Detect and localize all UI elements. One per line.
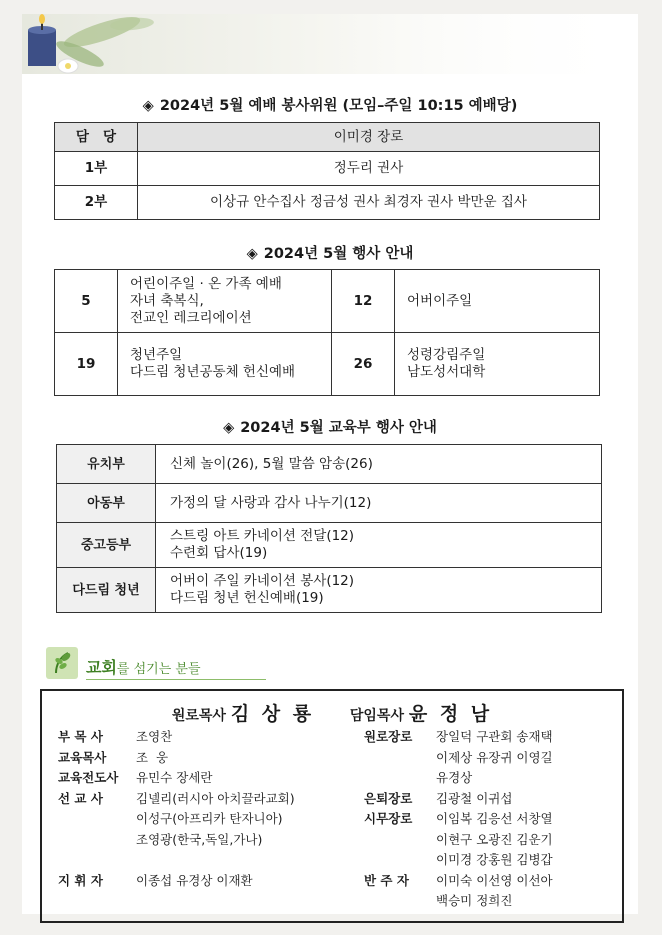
table-row bbox=[55, 333, 600, 396]
staff-row bbox=[58, 789, 295, 810]
diamond-bullet-icon: ◈ bbox=[142, 98, 154, 114]
staff-names: 이임복 김응선 서창열 bbox=[436, 811, 553, 826]
event-line: 어린이주일 · 온 가족 예배 bbox=[130, 275, 282, 292]
bulletin-page bbox=[22, 14, 638, 914]
table-row bbox=[55, 186, 600, 220]
tag-underline bbox=[86, 679, 266, 680]
dept-name: 아동부 bbox=[57, 484, 156, 523]
staff-role: 원로장로 bbox=[364, 729, 413, 744]
staff-role: 교육목사 bbox=[58, 749, 107, 765]
table-row bbox=[55, 270, 600, 333]
staff-row bbox=[364, 727, 553, 748]
dept-name: 유치부 bbox=[57, 445, 156, 484]
table-row bbox=[57, 445, 602, 484]
staff-names: 이미숙 이선영 이선아 bbox=[436, 872, 553, 888]
staff-names: 백승미 정희진 bbox=[436, 893, 513, 908]
staff-row bbox=[364, 789, 553, 810]
dept-events bbox=[156, 445, 602, 484]
pastor-name: 김 상 룡 bbox=[230, 703, 315, 725]
worship-volunteers-table bbox=[54, 122, 600, 220]
staff-names: 조영광(한국,독일,가나) bbox=[136, 831, 263, 847]
diamond-bullet-icon: ◈ bbox=[223, 420, 235, 436]
staff-row bbox=[58, 850, 295, 871]
staff-role: 반 주 자 bbox=[364, 872, 409, 888]
diamond-bullet-icon: ◈ bbox=[246, 246, 258, 262]
section-title-text: 2024년 5월 교육부 행사 안내 bbox=[240, 420, 437, 436]
staff-names: 조 웅 bbox=[136, 749, 169, 765]
staff-names: 유경상 bbox=[436, 770, 473, 785]
staff-names: 이성구(아프리카 탄자니아) bbox=[136, 811, 283, 826]
event-date: 12 bbox=[332, 270, 395, 333]
row-key: 담 당 bbox=[55, 123, 138, 152]
event-cell bbox=[395, 270, 600, 333]
candle-leaves-image bbox=[22, 14, 638, 86]
staff-row bbox=[364, 748, 553, 769]
event-date: 26 bbox=[332, 333, 395, 396]
event-line: 전교인 레크리에이션 bbox=[130, 309, 252, 326]
row-key: 2부 bbox=[55, 186, 138, 220]
staff-row bbox=[58, 871, 295, 892]
staff-row bbox=[58, 727, 295, 748]
row-value: 이미경 장로 bbox=[138, 123, 600, 152]
dept-event-line: 어버이 주일 카네이션 봉사(12) bbox=[170, 573, 355, 589]
staff-row bbox=[58, 809, 295, 830]
staff-names: 장일덕 구관회 송재택 bbox=[436, 729, 553, 744]
dept-name: 중고등부 bbox=[57, 523, 156, 568]
dept-event-line: 다드림 청년 헌신예배(19) bbox=[170, 590, 324, 606]
dept-events bbox=[156, 523, 602, 568]
dept-event-line: 스트링 아트 카네이션 전달(12) bbox=[170, 528, 355, 544]
staff-names: 유민수 장세란 bbox=[136, 770, 213, 785]
worship-volunteers-title bbox=[22, 94, 638, 115]
table-row bbox=[57, 568, 602, 613]
pastor-role: 담임목사 bbox=[349, 708, 404, 724]
staff-row bbox=[58, 830, 295, 851]
staff-row bbox=[58, 768, 295, 789]
staff-role: 교육전도사 bbox=[58, 770, 119, 785]
dept-events bbox=[156, 484, 602, 523]
dept-event-line: 가정의 달 사랑과 감사 나누기(12) bbox=[170, 494, 372, 511]
pastor-name: 윤 정 남 bbox=[408, 703, 493, 725]
staff-box bbox=[40, 689, 624, 923]
event-cell bbox=[395, 333, 600, 396]
staff-names: 이종섭 유경상 이재환 bbox=[136, 872, 253, 888]
tag-bold-text: 교회 bbox=[86, 658, 117, 677]
tag-rest-text: 를 섬기는 분들 bbox=[116, 662, 201, 677]
staff-row bbox=[364, 809, 553, 830]
staff-role: 선 교 사 bbox=[58, 790, 103, 806]
staff-role: 은퇴장로 bbox=[364, 790, 413, 806]
section-title-text: 2024년 5월 예배 봉사위원 (모임–주일 10:15 예배당) bbox=[159, 98, 518, 114]
events-title bbox=[22, 242, 638, 263]
section-title-text: 2024년 5월 행사 안내 bbox=[263, 246, 414, 262]
staff-row bbox=[364, 830, 553, 851]
dept-event-line: 수련회 답사(19) bbox=[170, 545, 268, 561]
header-decoration bbox=[22, 14, 638, 86]
event-cell bbox=[118, 333, 332, 396]
staff-names: 김광철 이귀섭 bbox=[436, 790, 513, 806]
staff-role: 지 휘 자 bbox=[58, 872, 103, 888]
event-line: 자녀 축복식, bbox=[130, 292, 204, 309]
staff-row bbox=[364, 850, 553, 871]
staff-role: 부 목 사 bbox=[58, 729, 103, 744]
education-events-table bbox=[56, 444, 602, 613]
staff-section-label bbox=[86, 655, 201, 678]
event-line: 다드림 청년공동체 헌신예배 bbox=[130, 364, 296, 380]
staff-row bbox=[364, 768, 553, 789]
table-row bbox=[57, 484, 602, 523]
table-row bbox=[55, 152, 600, 186]
pastors-line bbox=[42, 699, 622, 726]
dept-event-line: 신체 놀이(26), 5월 말씀 암송(26) bbox=[170, 455, 373, 472]
event-line: 남도성서대학 bbox=[407, 364, 486, 380]
dept-name: 다드림 청년 bbox=[57, 568, 156, 613]
table-row bbox=[57, 523, 602, 568]
staff-names: 이현구 오광진 김운기 bbox=[436, 831, 553, 847]
table-row bbox=[55, 123, 600, 152]
dept-events bbox=[156, 568, 602, 613]
events-table bbox=[54, 269, 600, 396]
staff-left-column bbox=[58, 727, 295, 891]
staff-row bbox=[364, 871, 553, 892]
leaf-icon bbox=[46, 647, 78, 679]
event-date: 19 bbox=[55, 333, 118, 396]
event-cell bbox=[118, 270, 332, 333]
event-line: 청년주일 bbox=[130, 347, 183, 363]
staff-right-column bbox=[364, 727, 553, 912]
education-events-title bbox=[22, 416, 638, 437]
staff-names: 조영찬 bbox=[136, 729, 173, 744]
staff-names: 이제상 유장귀 이영길 bbox=[436, 749, 553, 765]
row-value: 이상규 안수집사 정금성 권사 최경자 권사 박만운 집사 bbox=[138, 186, 600, 220]
pastor-role: 원로목사 bbox=[171, 708, 226, 724]
staff-role: 시무장로 bbox=[364, 811, 413, 826]
staff-row bbox=[364, 891, 553, 912]
row-value: 정두리 권사 bbox=[138, 152, 600, 186]
event-date: 5 bbox=[55, 270, 118, 333]
staff-names: 이미경 강홍원 김병갑 bbox=[436, 852, 553, 867]
staff-names: 김넬리(러시아 아치끌라교회) bbox=[136, 790, 295, 806]
event-line: 어버이주일 bbox=[407, 292, 473, 309]
staff-row bbox=[58, 748, 295, 769]
event-line: 성령강림주일 bbox=[407, 347, 486, 363]
row-key: 1부 bbox=[55, 152, 138, 186]
